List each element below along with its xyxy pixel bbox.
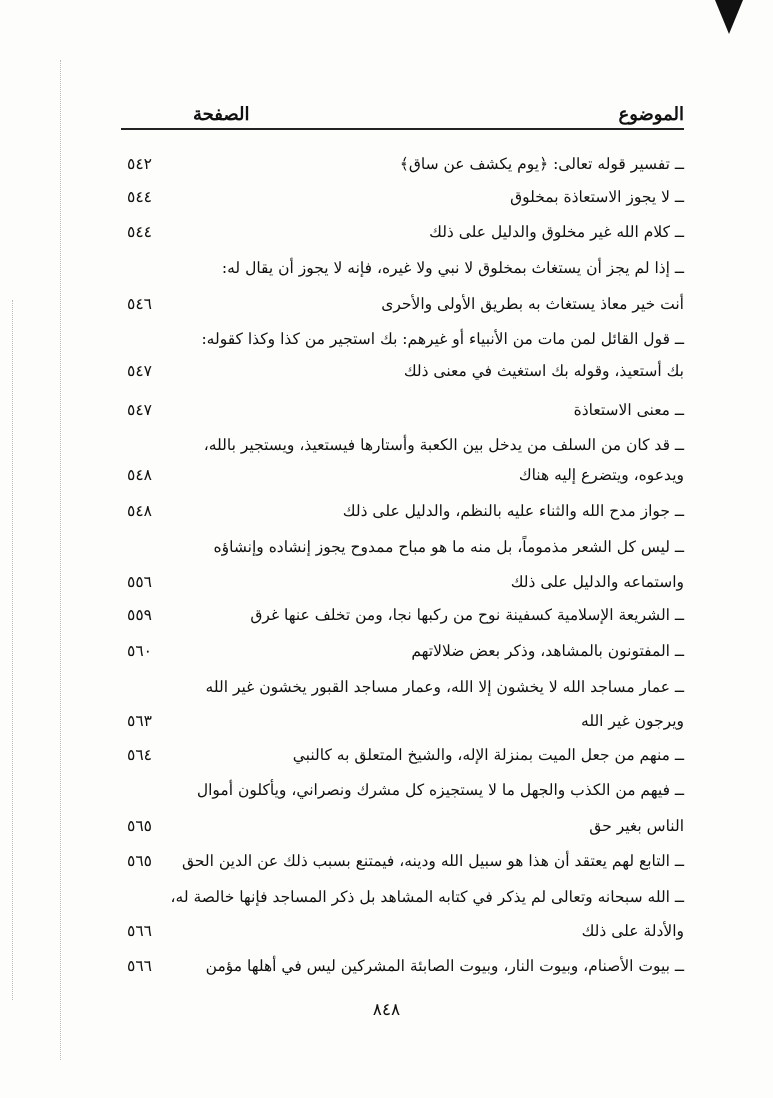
toc-entry-page: ٥٤٢	[127, 155, 152, 173]
page-number: ٨٤٨	[372, 1000, 401, 1020]
toc-row	[121, 357, 684, 387]
toc-entry-page: ٥٦٣	[127, 712, 152, 730]
toc-entry-page: ٥٦٤	[127, 746, 152, 764]
toc-row	[121, 325, 684, 355]
toc-entry-text: ــ الشريعة الإسلامية كسفينة نوح من ركبها نجا، ومن تخلف عنها غرق	[250, 606, 684, 624]
toc-entry-page: ٥٥٩	[127, 606, 152, 624]
margin-guide	[12, 300, 13, 1000]
toc-entry-page: ٥٤٨	[127, 502, 152, 520]
toc-entry-page: ٥٤٤	[127, 188, 152, 206]
toc-row	[121, 396, 684, 426]
toc-entry-text: ــ معنى الاستعاذة	[573, 401, 684, 419]
toc-entry-page: ٥٤٧	[127, 362, 152, 380]
toc-row	[121, 218, 684, 248]
toc-entry-page: ٥٦٥	[127, 817, 152, 835]
toc-row	[121, 461, 684, 491]
toc-entry-text: ــ عمار مساجد الله لا يخشون إلا الله، وعمار مساجد القبور يخشون غير الله	[205, 678, 684, 696]
toc-row	[121, 183, 684, 213]
toc-row	[121, 776, 684, 806]
toc-row	[121, 847, 684, 877]
toc-entry-page: ٥٦٦	[127, 957, 152, 975]
toc-entry-text: ويرجون غير الله	[581, 712, 684, 730]
toc-entry-text: ــ ليس كل الشعر مذموماً، بل منه ما هو مباح ممدوح يجوز إنشاده وإنشاؤه	[213, 538, 684, 556]
toc-entry-text: ــ الله سبحانه وتعالى لم يذكر في كتابه المشاهد بل ذكر المساجد فإنها خالصة له،	[170, 888, 684, 906]
toc-entry-page: ٥٦٠	[127, 642, 152, 660]
toc-entry-text: ــ بيوت الأصنام، وبيوت النار، وبيوت الصابئة المشركين ليس في أهلها مؤمن	[205, 957, 684, 975]
toc-entry-text: أنت خير معاذ يستغاث به بطريق الأولى والأحرى	[381, 295, 684, 313]
toc-row	[121, 741, 684, 771]
toc-entry-page: ٥٥٦	[127, 573, 152, 591]
toc-row	[121, 707, 684, 737]
toc-row	[121, 150, 684, 180]
toc-entry-text: واستماعه والدليل على ذلك	[510, 573, 684, 591]
corner-mark	[715, 0, 743, 34]
toc-row	[121, 952, 684, 982]
toc-row	[121, 568, 684, 598]
toc-entry-text: ــ فيهم من الكذب والجهل ما لا يستجيزه كل مشرك ونصراني، ويأكلون أموال	[196, 781, 684, 799]
toc-row	[121, 917, 684, 947]
toc-entry-page: ٥٤٦	[127, 295, 152, 313]
page-column-heading: الصفحة	[193, 104, 250, 125]
header-rule	[121, 128, 684, 130]
margin-guide	[60, 60, 61, 1060]
toc-entry-text: ــ المفتونون بالمشاهد، وذكر بعض ضلالاتهم	[411, 642, 684, 660]
toc-entry-text: ــ قول القائل لمن مات من الأنبياء أو غيرهم: بك استجير من كذا وكذا كقوله:	[201, 330, 684, 348]
toc-entry-text: بك أستعيذ، وقوله بك استغيث في معنى ذلك	[403, 362, 684, 380]
toc-entry-text: ــ التابع لهم يعتقد أن هذا هو سبيل الله ودينه، فيمتنع بسبب ذلك عن الدين الحق	[181, 852, 684, 870]
toc-entry-page: ٥٦٥	[127, 852, 152, 870]
toc-entry-text: ــ كلام الله غير مخلوق والدليل على ذلك	[429, 223, 684, 241]
toc-entry-text: والأدلة على ذلك	[581, 922, 684, 940]
toc-row	[121, 673, 684, 703]
toc-entry-text: ــ جواز مدح الله والثناء عليه بالنظم، والدليل على ذلك	[342, 502, 684, 520]
toc-row	[121, 601, 684, 631]
toc-row	[121, 254, 684, 284]
toc-entry-text: ــ إذا لم يجز أن يستغاث بمخلوق لا نبي ولا غيره، فإنه لا يجوز أن يقال له:	[221, 259, 684, 277]
toc-entry-text: ــ قد كان من السلف من يدخل بين الكعبة وأستارها فيستعيذ، ويستجير بالله،	[203, 436, 684, 454]
toc-entry-text: ــ لا يجوز الاستعاذة بمخلوق	[510, 188, 684, 206]
toc-entry-page: ٥٤٨	[127, 466, 152, 484]
toc-entry-page: ٥٦٦	[127, 922, 152, 940]
toc-row	[121, 812, 684, 842]
toc-entry-text: ــ منهم من جعل الميت بمنزلة الإله، والشيخ المتعلق به كالنبي	[292, 746, 684, 764]
toc-entry-text: الناس بغير حق	[589, 817, 684, 835]
toc-entry-text: ــ تفسير قوله تعالى: ﴿يوم يكشف عن ساق﴾	[399, 155, 684, 173]
table-header	[121, 104, 684, 130]
toc-entry-text: ويدعوه، ويتضرع إليه هناك	[518, 466, 684, 484]
topic-column-heading: الموضوع	[618, 104, 684, 125]
toc-row	[121, 290, 684, 320]
toc-entry-page: ٥٤٧	[127, 401, 152, 419]
toc-entry-page: ٥٤٤	[127, 223, 152, 241]
toc-row	[121, 431, 684, 461]
toc-row	[121, 637, 684, 667]
toc-row	[121, 883, 684, 913]
toc-row	[121, 497, 684, 527]
toc-row	[121, 533, 684, 563]
